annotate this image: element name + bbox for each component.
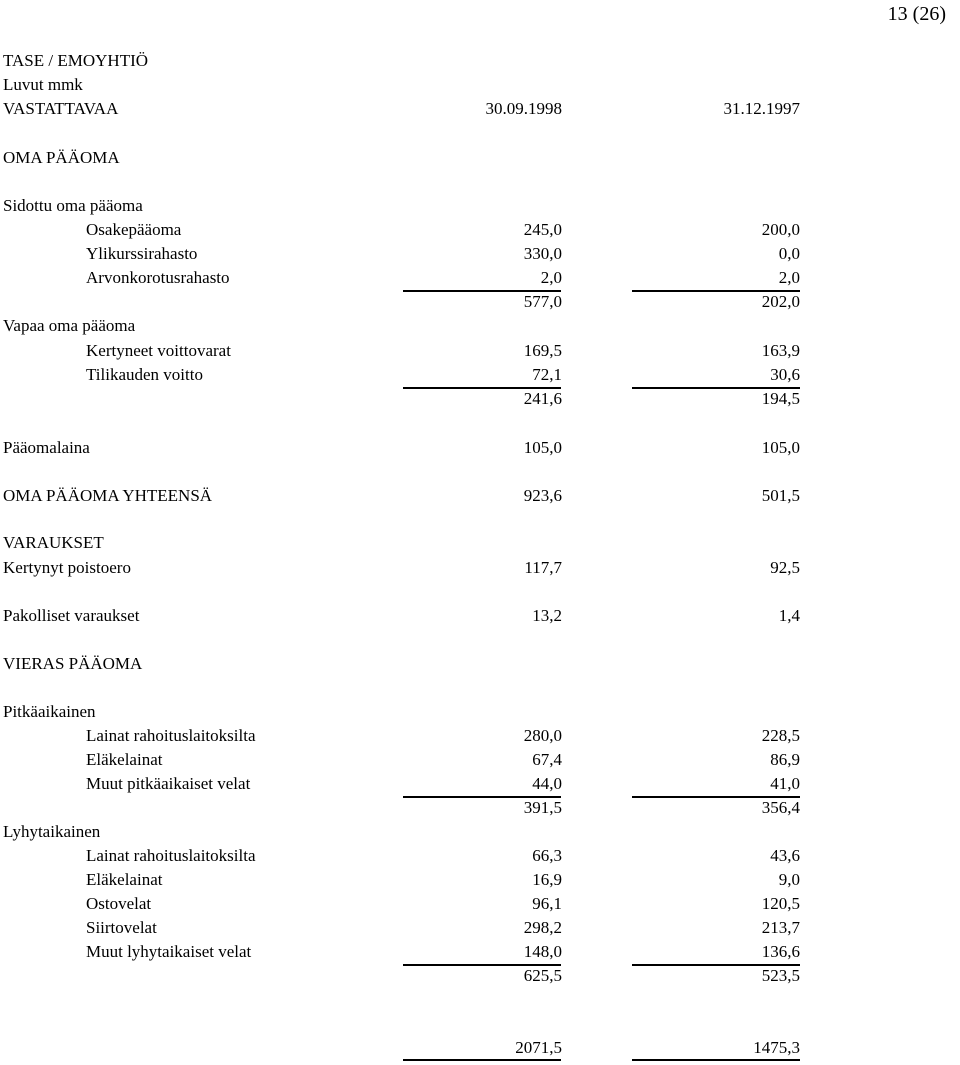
row-value-1: 105,0 bbox=[523, 438, 562, 457]
grand-total-value-1: 2071,5 bbox=[515, 1038, 562, 1057]
row-value-2: 1,4 bbox=[778, 606, 800, 625]
row-label: Siirtovelat bbox=[86, 918, 157, 937]
row-label: Pääomalaina bbox=[3, 438, 90, 457]
row-value-1: 16,9 bbox=[532, 870, 562, 889]
grand-total-rule bbox=[632, 1059, 800, 1061]
row-value-1: 298,2 bbox=[523, 918, 562, 937]
subtotal-value-2: 202,0 bbox=[761, 292, 800, 311]
row-value-2: 200,0 bbox=[761, 220, 800, 239]
row-value-2: 43,6 bbox=[770, 846, 800, 865]
statement-title: TASE / EMOYHTIÖ bbox=[3, 51, 149, 70]
total-value-2: 501,5 bbox=[761, 486, 800, 505]
row-label: Muut lyhytaikaiset velat bbox=[86, 942, 252, 961]
row-value-1: 330,0 bbox=[523, 244, 562, 263]
row-value-1: 66,3 bbox=[532, 846, 562, 865]
row-value-1: 13,2 bbox=[532, 606, 562, 625]
row-value-1: 280,0 bbox=[523, 726, 562, 745]
row-value-2: 163,9 bbox=[761, 341, 800, 360]
row-value-1: 67,4 bbox=[532, 750, 562, 769]
column-header-1: 30.09.1998 bbox=[485, 99, 562, 118]
row-label: Pakolliset varaukset bbox=[3, 606, 140, 625]
total-value-1: 923,6 bbox=[523, 486, 562, 505]
row-label: Kertyneet voittovarat bbox=[86, 341, 231, 360]
row-label: Arvonkorotusrahasto bbox=[86, 268, 230, 287]
subtotal-value-1: 391,5 bbox=[523, 798, 562, 817]
subsection-pitkaaikainen: Pitkäaikainen bbox=[3, 702, 96, 721]
row-value-2: 30,6 bbox=[770, 365, 800, 384]
subtotal-value-2: 356,4 bbox=[761, 798, 800, 817]
row-value-2: 105,0 bbox=[761, 438, 800, 457]
row-value-1: 148,0 bbox=[523, 942, 562, 961]
row-value-1: 72,1 bbox=[532, 365, 562, 384]
row-value-2: 41,0 bbox=[770, 774, 800, 793]
row-label: Osakepääoma bbox=[86, 220, 182, 239]
row-label: Muut pitkäaikaiset velat bbox=[86, 774, 251, 793]
row-value-1: 245,0 bbox=[523, 220, 562, 239]
subtotal-value-2: 194,5 bbox=[761, 389, 800, 408]
row-value-2: 86,9 bbox=[770, 750, 800, 769]
row-value-2: 228,5 bbox=[761, 726, 800, 745]
total-label: OMA PÄÄOMA YHTEENSÄ bbox=[3, 486, 213, 505]
row-value-1: 117,7 bbox=[524, 558, 562, 577]
row-value-1: 2,0 bbox=[540, 268, 562, 287]
row-label: Ylikurssirahasto bbox=[86, 244, 198, 263]
subsection-sidottu: Sidottu oma pääoma bbox=[3, 196, 143, 215]
grand-total-rule bbox=[403, 1059, 561, 1061]
row-label: Kertynyt poistoero bbox=[3, 558, 131, 577]
row-value-2: 136,6 bbox=[761, 942, 800, 961]
row-value-2: 92,5 bbox=[770, 558, 800, 577]
section-varaukset: VARAUKSET bbox=[3, 533, 104, 552]
row-label: Eläkelainat bbox=[86, 750, 163, 769]
side-label: VASTATTAVAA bbox=[3, 99, 119, 118]
row-value-1: 169,5 bbox=[523, 341, 562, 360]
row-value-2: 2,0 bbox=[778, 268, 800, 287]
page-number: 13 (26) bbox=[887, 3, 946, 25]
subtotal-value-1: 577,0 bbox=[523, 292, 562, 311]
row-label: Lainat rahoituslaitoksilta bbox=[86, 846, 256, 865]
row-label: Lainat rahoituslaitoksilta bbox=[86, 726, 256, 745]
units-label: Luvut mmk bbox=[3, 75, 83, 94]
row-value-1: 44,0 bbox=[532, 774, 562, 793]
row-value-1: 96,1 bbox=[532, 894, 562, 913]
row-label: Tilikauden voitto bbox=[86, 365, 203, 384]
row-value-2: 0,0 bbox=[778, 244, 800, 263]
row-value-2: 213,7 bbox=[761, 918, 800, 937]
subsection-lyhytaikainen: Lyhytaikainen bbox=[3, 822, 101, 841]
row-value-2: 9,0 bbox=[778, 870, 800, 889]
row-label: Ostovelat bbox=[86, 894, 152, 913]
subtotal-value-1: 625,5 bbox=[523, 966, 562, 985]
section-oma-paaoma: OMA PÄÄOMA bbox=[3, 148, 120, 167]
column-header-2: 31.12.1997 bbox=[723, 99, 800, 118]
subsection-vapaa: Vapaa oma pääoma bbox=[3, 316, 136, 335]
subtotal-value-1: 241,6 bbox=[523, 389, 562, 408]
row-label: Eläkelainat bbox=[86, 870, 163, 889]
subtotal-value-2: 523,5 bbox=[761, 966, 800, 985]
grand-total-value-2: 1475,3 bbox=[753, 1038, 800, 1057]
row-value-2: 120,5 bbox=[761, 894, 800, 913]
section-vieras: VIERAS PÄÄOMA bbox=[3, 654, 143, 673]
